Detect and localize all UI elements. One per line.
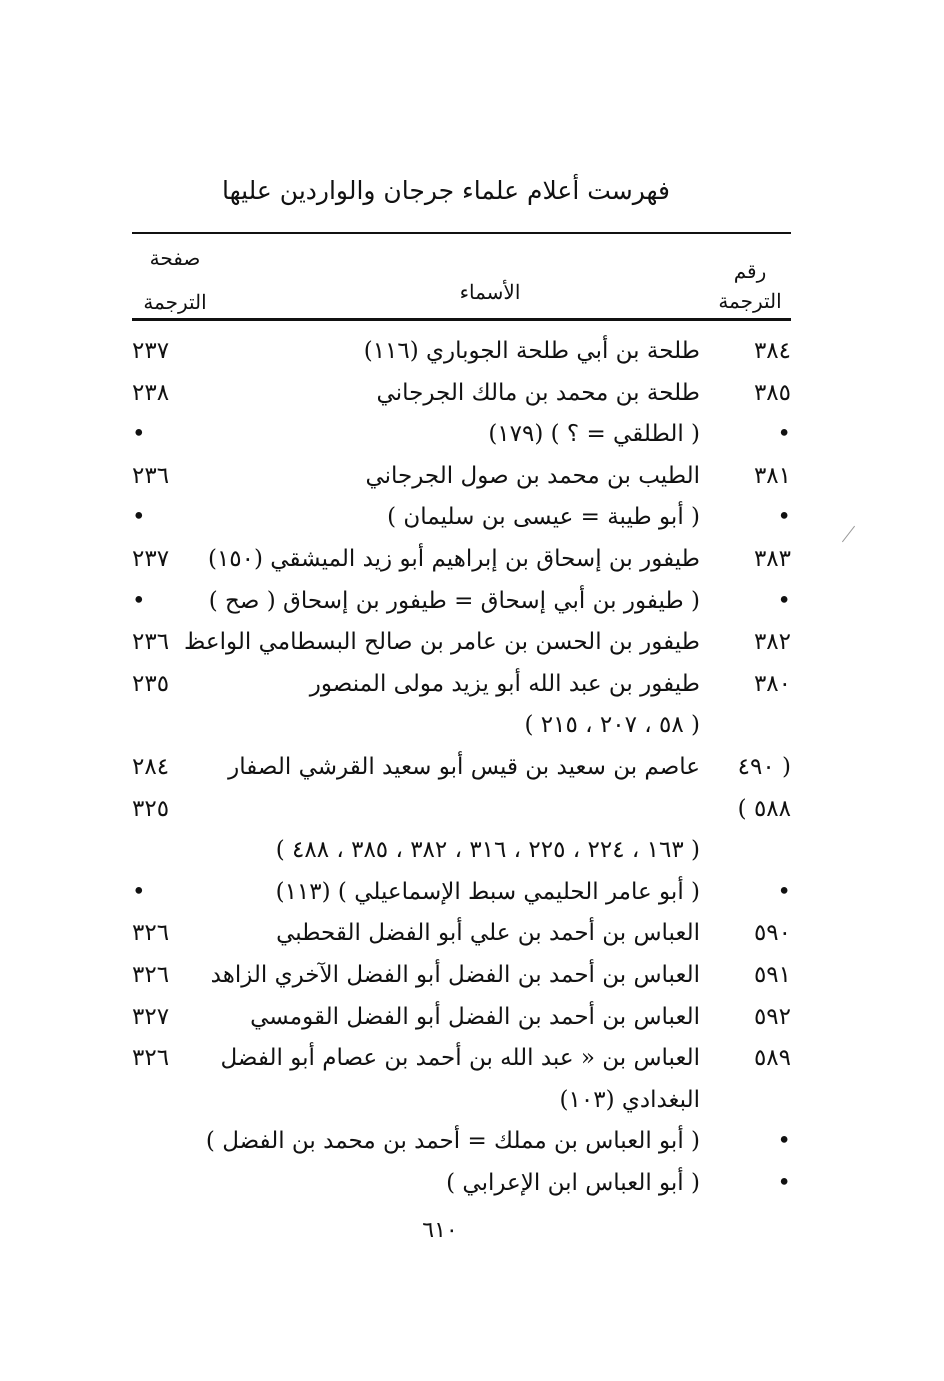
page-title: فهرست أعلام علماء جرجان والواردين عليها — [221, 176, 670, 205]
index-row — [0, 1004, 944, 1046]
entry-name: الطيب بن محمد بن صول الجرجاني — [365, 462, 700, 489]
entry-page: ٢٣٦ — [132, 629, 170, 656]
page-header — [132, 236, 218, 324]
index-row — [0, 796, 944, 838]
entry-name: عاصم بن سعيد بن قيس أبو سعيد القرشي الصفار — [228, 753, 700, 780]
entry-page: ٣٢٦ — [132, 920, 170, 947]
entry-number: ٥٨٨ ) — [737, 795, 791, 822]
entry-number: ٣٨٣ — [753, 545, 791, 572]
entry-page: ٢٣٧ — [132, 545, 170, 572]
entry-number: ٣٨٥ — [753, 379, 791, 406]
entry-page: ٢٣٧ — [132, 338, 170, 364]
entry-page: ٣٢٥ — [132, 795, 170, 822]
index-row — [0, 421, 944, 463]
entry-page: • — [132, 878, 146, 905]
entry-name: ( أبو العباس بن مملك = أحمد بن محمد بن الفضل ) — [205, 1128, 700, 1155]
entry-page: ٣٢٧ — [132, 1003, 170, 1030]
entry-number: • — [777, 1128, 791, 1155]
entry-name: طيفور بن الحسن بن عامر بن صالح البسطامي الواعظ — [184, 629, 700, 656]
entry-name: طلحة بن محمد بن مالك الجرجاني — [376, 379, 700, 406]
index-row — [0, 962, 944, 1004]
index-row — [0, 879, 944, 921]
entry-name: ( أبو عامر الحليمي سبط الإسماعيلي ) (١١٣) — [275, 878, 700, 905]
page-header-line2: الترجمة — [143, 290, 207, 314]
index-row — [0, 546, 944, 588]
index-row — [0, 1045, 944, 1087]
names-header: الأسماء — [459, 280, 521, 304]
entry-number: ٣٨٠ — [753, 670, 791, 697]
entry-page: ٣٢٦ — [132, 1045, 170, 1072]
entry-page: ٢٨٤ — [132, 753, 170, 780]
index-row — [0, 1087, 944, 1129]
entry-page: • — [132, 421, 146, 448]
header-top-rule — [132, 232, 791, 234]
index-row — [0, 338, 944, 380]
entry-number: ٥٨٩ — [753, 1045, 791, 1072]
page-header-line1: صفحة — [149, 246, 201, 270]
entry-page: • — [132, 504, 146, 531]
entry-name: طيفور بن عبد الله أبو يزيد مولى المنصور — [309, 670, 700, 697]
entry-name: ( ٥٨ ، ٢٠٧ ، ٢١٥ ) — [524, 712, 700, 739]
entry-number-header-line2: الترجمة — [718, 289, 782, 313]
entry-number: ( ٤٩٠ — [737, 753, 791, 780]
entry-name: العباس بن أحمد بن الفضل أبو الفضل القومسي — [250, 1003, 700, 1030]
index-row — [0, 920, 944, 962]
entry-name: ( ١٦٣ ، ٢٢٤ ، ٢٢٥ ، ٣١٦ ، ٣٨٢ ، ٣٨٥ ، ٤٨٨ ) — [275, 837, 700, 864]
entry-page: ٢٣٨ — [132, 379, 170, 406]
entry-name: ( أبو طيبة = عيسى بن سليمان ) — [387, 504, 700, 531]
entry-name: طيفور بن إسحاق بن إبراهيم أبو زيد الميشقي (١٥٠) — [207, 545, 700, 572]
entry-name: ( طيفور بن أبي إسحاق = طيفور بن إسحاق ( صح ) — [208, 587, 700, 614]
entry-number: • — [777, 587, 791, 614]
entry-number: ٥٩١ — [753, 961, 791, 988]
index-entries — [0, 338, 944, 1211]
index-row — [0, 712, 944, 754]
entry-number: • — [777, 504, 791, 531]
index-row — [0, 504, 944, 546]
entry-name: طلحة بن أبي طلحة الجوباري (١١٦) — [363, 338, 700, 364]
header-bottom-rule — [132, 318, 791, 321]
entry-number-header — [712, 256, 788, 316]
entry-name: العباس بن أحمد بن الفضل أبو الفضل الآخري الزاهد — [210, 961, 700, 988]
index-row — [0, 463, 944, 505]
entry-page: ٣٢٦ — [132, 961, 170, 988]
index-row — [0, 380, 944, 422]
entry-number: ٣٨٤ — [753, 338, 791, 364]
entry-number-header-line1: رقم — [733, 259, 767, 283]
entry-number: • — [777, 421, 791, 448]
entry-number: ٥٩٠ — [753, 920, 791, 947]
entry-number: ٣٨٢ — [753, 629, 791, 656]
entry-page: ٢٣٦ — [132, 462, 170, 489]
entry-number: ٣٨١ — [753, 462, 791, 489]
entry-name: ( الطلقي = ؟ ) (١٧٩) — [488, 421, 700, 448]
entry-page: ٢٣٥ — [132, 670, 170, 697]
entry-page: • — [132, 587, 146, 614]
index-row — [0, 588, 944, 630]
index-row — [0, 754, 944, 796]
index-row — [0, 671, 944, 713]
entry-number: • — [777, 1169, 791, 1196]
entry-name: ( أبو العباس ابن الإعرابي ) — [446, 1169, 700, 1196]
entry-number: • — [777, 878, 791, 905]
index-row — [0, 629, 944, 671]
entry-name: العباس بن « عبد الله بن أحمد بن عصام أبو الفضل — [220, 1045, 700, 1072]
entry-name: العباس بن أحمد بن علي أبو الفضل القحطبي — [276, 920, 700, 947]
page-number: ٦١٠ — [422, 1218, 458, 1243]
entry-number: ٥٩٢ — [753, 1003, 791, 1030]
index-row — [0, 837, 944, 879]
index-row — [0, 1170, 944, 1212]
index-row — [0, 1128, 944, 1170]
entry-name: البغدادي (١٠٣) — [559, 1086, 700, 1113]
